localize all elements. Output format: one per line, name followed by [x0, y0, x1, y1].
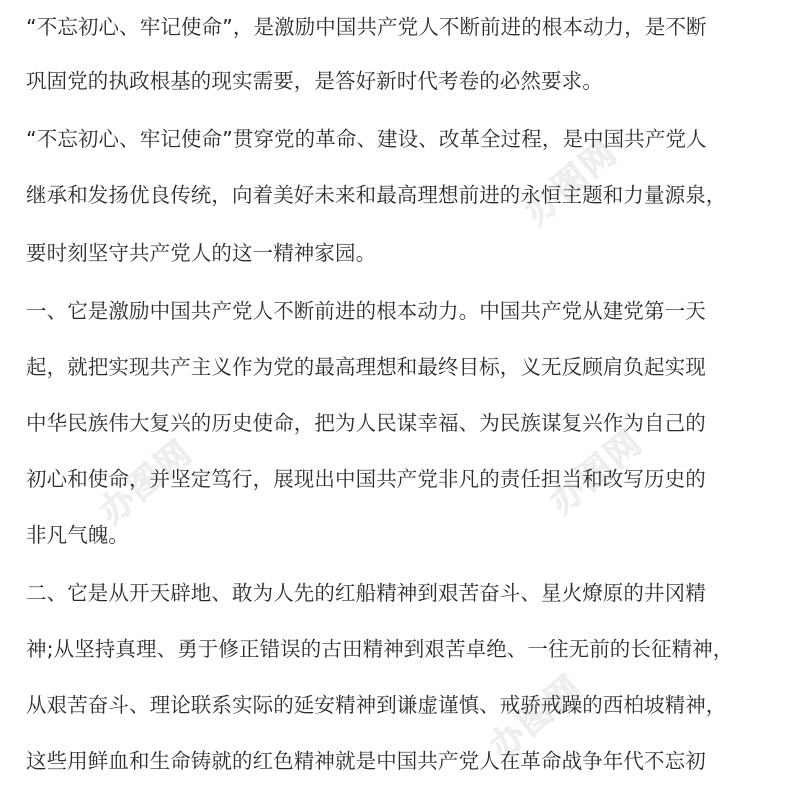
text-line: 二、它是从开天辟地、敢为人先的红船精神到艰苦奋斗、星火燎原的井冈精: [26, 581, 706, 605]
text-line: 非凡气魄。: [26, 523, 129, 547]
text-line: 神;从坚持真理、勇于修正错误的古田精神到艰苦卓绝、一往无前的长征精神，: [26, 637, 734, 661]
text-line: 一、它是激励中国共产党人不断前进的根本动力。中国共产党从建党第一天: [26, 299, 706, 323]
text-line: 从艰苦奋斗、理论联系实际的延安精神到谦虚谨慎、戒骄戒躁的西柏坡精神，: [26, 693, 727, 717]
text-line: 中华民族伟大复兴的历史使命，把为人民谋幸福、为民族谋复兴作为自己的: [26, 411, 706, 435]
text-line: 要时刻坚守共产党人的这一精神家园。: [26, 241, 377, 265]
text-line: 巩固党的执政根基的现实需要，是答好新时代考卷的必然要求。: [26, 69, 603, 93]
text-line: 继承和发扬优良传统，向着美好未来和最高理想前进的永恒主题和力量源泉，: [26, 183, 727, 207]
text-line: “不忘初心、牢记使命”，是激励中国共产党人不断前进的根本动力，是不断: [26, 15, 707, 39]
text-line: “不忘初心、牢记使命”贯穿党的革命、建设、改革全过程，是中国共产党人: [26, 127, 707, 151]
text-line: 初心和使命，并坚定笃行，展现出中国共产党非凡的责任担当和改写历史的: [26, 467, 706, 491]
watermark: 办图网: [92, 432, 201, 533]
watermark: 办图网: [542, 422, 651, 523]
text-line: 这些用鲜血和生命铸就的红色精神就是中国共产党人在革命战争年代不忘初: [26, 749, 706, 773]
watermark: 办图网: [517, 132, 626, 233]
text-line: 起，就把实现共产主义作为党的最高理想和最终目标，义无反顾肩负起实现: [26, 355, 706, 379]
watermark: 办图网: [482, 667, 591, 768]
